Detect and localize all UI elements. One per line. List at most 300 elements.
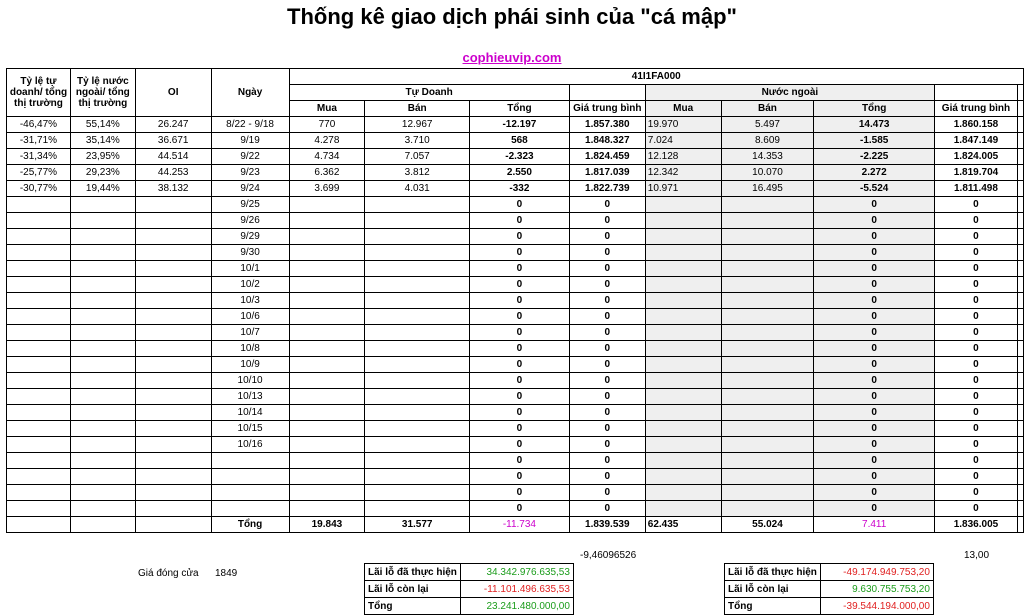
cell-nn-ban (721, 325, 814, 341)
cell-ratio-td (7, 389, 71, 405)
cell-ratio-td (7, 373, 71, 389)
summary-tu-doanh (364, 563, 574, 615)
cell-blank (1017, 197, 1023, 213)
cell-date: 10/16 (211, 437, 289, 453)
summary-nuoc-ngoai (724, 563, 934, 615)
table-row (7, 197, 1024, 213)
cell-oi: 44.514 (135, 149, 211, 165)
table-row (7, 325, 1024, 341)
cell-blank (1017, 357, 1023, 373)
cell-nn-gia: 0 (934, 293, 1017, 309)
cell-td-mua (289, 469, 365, 485)
cell-nn-gia: 1.860.158 (934, 117, 1017, 133)
cell-ratio-nn (70, 373, 135, 389)
cell-blank (1017, 309, 1023, 325)
cell-nn-mua (645, 341, 721, 357)
cell-nn-tong: -2.225 (814, 149, 935, 165)
cell-ratio-td (7, 229, 71, 245)
cell-td-tong: 0 (470, 197, 570, 213)
cell-date: 10/8 (211, 341, 289, 357)
total-blank-cell (7, 517, 71, 533)
cell-td-ban: 4.031 (365, 181, 470, 197)
cell-blank (1017, 453, 1023, 469)
cell-td-tong: 0 (470, 229, 570, 245)
cell-ratio-td (7, 405, 71, 421)
cell-nn-tong: 0 (814, 213, 935, 229)
cell-oi: 38.132 (135, 181, 211, 197)
cell-nn-mua (645, 261, 721, 277)
cell-nn-gia: 0 (934, 197, 1017, 213)
cell-date: 10/6 (211, 309, 289, 325)
stats-table (6, 68, 1024, 533)
cell-td-mua (289, 245, 365, 261)
cell-nn-ban: 5.497 (721, 117, 814, 133)
cell-oi (135, 453, 211, 469)
cell-nn-mua (645, 325, 721, 341)
cell-td-tong: -2.323 (470, 149, 570, 165)
cell-date: 9/24 (211, 181, 289, 197)
cell-td-tong: 0 (470, 405, 570, 421)
cell-blank (1017, 181, 1023, 197)
cell-td-ban (365, 213, 470, 229)
cell-td-mua (289, 197, 365, 213)
total-label: Tổng (211, 517, 289, 533)
header-ratio-nn: Tỷ lệ nước ngoài/ tổng thị trường (70, 69, 135, 117)
cell-nn-gia: 0 (934, 501, 1017, 517)
cell-nn-gia: 1.824.005 (934, 149, 1017, 165)
cell-nn-ban (721, 341, 814, 357)
cell-td-mua (289, 277, 365, 293)
cell-td-gia: 0 (569, 437, 645, 453)
cell-oi (135, 309, 211, 325)
cell-nn-mua (645, 405, 721, 421)
cell-td-gia: 0 (569, 405, 645, 421)
cell-ratio-nn (70, 421, 135, 437)
table-row (7, 277, 1024, 293)
cell-oi (135, 373, 211, 389)
cell-oi (135, 341, 211, 357)
header-blank-3 (1017, 85, 1023, 101)
cell-nn-ban: 10.070 (721, 165, 814, 181)
table-row (7, 341, 1024, 357)
table-row (7, 485, 1024, 501)
cell-nn-gia: 0 (934, 325, 1017, 341)
cell-nn-mua (645, 357, 721, 373)
header-td-tong: Tổng (470, 101, 570, 117)
cell-nn-mua (645, 469, 721, 485)
cell-nn-gia: 0 (934, 437, 1017, 453)
header-blank-1 (569, 85, 645, 101)
nn-diff-value: 13,00 (964, 550, 990, 561)
cell-td-tong: -332 (470, 181, 570, 197)
cell-blank (1017, 325, 1023, 341)
close-price-label: Giá đóng cửa (138, 568, 199, 579)
cell-td-gia: 0 (569, 421, 645, 437)
summary-row (365, 581, 574, 598)
cell-nn-ban (721, 373, 814, 389)
header-nn-gia: Giá trung bình (934, 101, 1017, 117)
cell-ratio-nn: 29,23% (70, 165, 135, 181)
cell-ratio-nn (70, 197, 135, 213)
cell-td-ban (365, 453, 470, 469)
cell-td-mua (289, 357, 365, 373)
cell-nn-ban: 14.353 (721, 149, 814, 165)
cell-td-mua (289, 373, 365, 389)
cell-oi (135, 229, 211, 245)
cell-nn-gia: 0 (934, 389, 1017, 405)
cell-td-ban (365, 421, 470, 437)
cell-nn-tong: 2.272 (814, 165, 935, 181)
cell-nn-ban (721, 229, 814, 245)
cell-date: 9/19 (211, 133, 289, 149)
total-blank-cell (1017, 517, 1023, 533)
cell-ratio-td: -25,77% (7, 165, 71, 181)
cell-td-mua (289, 421, 365, 437)
cell-nn-tong: 0 (814, 245, 935, 261)
cell-td-tong: 0 (470, 501, 570, 517)
cell-oi (135, 501, 211, 517)
cell-oi (135, 277, 211, 293)
cell-ratio-td (7, 261, 71, 277)
site-link[interactable]: cophieuvip.com (462, 50, 562, 65)
cell-blank (1017, 485, 1023, 501)
cell-ratio-nn (70, 437, 135, 453)
cell-nn-mua: 12.128 (645, 149, 721, 165)
cell-oi: 26.247 (135, 117, 211, 133)
cell-nn-ban (721, 197, 814, 213)
cell-ratio-nn (70, 485, 135, 501)
cell-date: 9/22 (211, 149, 289, 165)
cell-oi (135, 245, 211, 261)
cell-nn-gia: 0 (934, 453, 1017, 469)
cell-date: 9/29 (211, 229, 289, 245)
cell-td-mua (289, 341, 365, 357)
summary-label: Lãi lỗ còn lại (725, 581, 821, 598)
cell-blank (1017, 469, 1023, 485)
cell-nn-mua (645, 501, 721, 517)
cell-ratio-td (7, 245, 71, 261)
cell-nn-ban (721, 277, 814, 293)
cell-blank (1017, 277, 1023, 293)
cell-ratio-td: -31,34% (7, 149, 71, 165)
cell-blank (1017, 293, 1023, 309)
cell-td-ban (365, 485, 470, 501)
cell-nn-tong: 0 (814, 197, 935, 213)
cell-ratio-nn (70, 245, 135, 261)
cell-nn-gia: 0 (934, 229, 1017, 245)
cell-td-ban (365, 277, 470, 293)
cell-td-mua (289, 453, 365, 469)
cell-date: 10/14 (211, 405, 289, 421)
cell-td-gia: 1.848.327 (569, 133, 645, 149)
cell-td-mua (289, 389, 365, 405)
table-row (7, 453, 1024, 469)
cell-td-gia: 0 (569, 277, 645, 293)
cell-nn-mua (645, 373, 721, 389)
cell-td-gia: 0 (569, 373, 645, 389)
cell-nn-ban (721, 501, 814, 517)
cell-ratio-td (7, 357, 71, 373)
cell-nn-ban (721, 453, 814, 469)
cell-nn-ban (721, 405, 814, 421)
cell-ratio-td (7, 485, 71, 501)
cell-ratio-td (7, 437, 71, 453)
cell-td-gia: 0 (569, 229, 645, 245)
summary-value: -11.101.496.635,53 (460, 581, 573, 598)
cell-nn-gia: 0 (934, 341, 1017, 357)
cell-nn-mua (645, 293, 721, 309)
cell-td-gia: 0 (569, 245, 645, 261)
cell-td-gia: 0 (569, 469, 645, 485)
cell-ratio-nn (70, 309, 135, 325)
cell-td-ban (365, 469, 470, 485)
cell-ratio-td: -46,47% (7, 117, 71, 133)
cell-nn-mua: 12.342 (645, 165, 721, 181)
cell-td-tong: 0 (470, 245, 570, 261)
cell-date: 9/26 (211, 213, 289, 229)
cell-blank (1017, 437, 1023, 453)
cell-nn-gia: 1.811.498 (934, 181, 1017, 197)
cell-ratio-nn (70, 293, 135, 309)
cell-nn-mua (645, 453, 721, 469)
cell-date: 9/25 (211, 197, 289, 213)
cell-oi (135, 261, 211, 277)
cell-td-tong: 0 (470, 453, 570, 469)
cell-nn-gia: 0 (934, 309, 1017, 325)
cell-date (211, 453, 289, 469)
cell-nn-mua (645, 389, 721, 405)
cell-nn-tong: 0 (814, 405, 935, 421)
cell-td-tong: 0 (470, 325, 570, 341)
cell-td-gia: 0 (569, 501, 645, 517)
cell-nn-tong: 0 (814, 357, 935, 373)
cell-td-ban: 12.967 (365, 117, 470, 133)
cell-td-gia: 0 (569, 485, 645, 501)
cell-td-ban: 7.057 (365, 149, 470, 165)
cell-td-gia: 0 (569, 197, 645, 213)
cell-nn-mua (645, 245, 721, 261)
cell-date: 9/30 (211, 245, 289, 261)
cell-ratio-nn (70, 325, 135, 341)
cell-nn-ban (721, 437, 814, 453)
cell-ratio-td (7, 309, 71, 325)
cell-ratio-td (7, 325, 71, 341)
cell-date: 10/3 (211, 293, 289, 309)
cell-nn-tong: 0 (814, 309, 935, 325)
cell-td-gia: 0 (569, 261, 645, 277)
cell-ratio-nn: 35,14% (70, 133, 135, 149)
cell-date: 10/15 (211, 421, 289, 437)
total-td-ban: 31.577 (365, 517, 470, 533)
cell-date: 10/10 (211, 373, 289, 389)
cell-nn-gia: 0 (934, 357, 1017, 373)
table-row (7, 357, 1024, 373)
cell-nn-tong: 0 (814, 469, 935, 485)
total-blank-cell (135, 517, 211, 533)
cell-nn-ban (721, 469, 814, 485)
table-row (7, 437, 1024, 453)
cell-td-ban (365, 261, 470, 277)
cell-nn-tong: 0 (814, 485, 935, 501)
cell-td-mua (289, 261, 365, 277)
cell-td-gia: 0 (569, 357, 645, 373)
cell-ratio-nn (70, 469, 135, 485)
cell-ratio-nn (70, 277, 135, 293)
cell-date: 10/1 (211, 261, 289, 277)
cell-td-mua: 4.278 (289, 133, 365, 149)
table-row (7, 133, 1024, 149)
total-td-tong: -11.734 (470, 517, 570, 533)
cell-nn-ban: 8.609 (721, 133, 814, 149)
cell-nn-gia: 0 (934, 245, 1017, 261)
cell-oi (135, 437, 211, 453)
cell-nn-gia: 0 (934, 469, 1017, 485)
cell-ratio-nn: 55,14% (70, 117, 135, 133)
total-nn-tong: 7.411 (814, 517, 935, 533)
cell-oi (135, 293, 211, 309)
cell-ratio-td: -31,71% (7, 133, 71, 149)
cell-ratio-nn (70, 389, 135, 405)
header-blank-4 (1017, 101, 1023, 117)
cell-date (211, 485, 289, 501)
total-td-gia: 1.839.539 (569, 517, 645, 533)
cell-ratio-nn (70, 213, 135, 229)
cell-td-ban (365, 245, 470, 261)
header-date: Ngày (211, 69, 289, 117)
summary-value: 23.241.480.000,00 (460, 598, 573, 615)
cell-td-mua (289, 309, 365, 325)
cell-td-mua: 4.734 (289, 149, 365, 165)
header-nn-tong: Tổng (814, 101, 935, 117)
cell-nn-ban (721, 293, 814, 309)
cell-ratio-td (7, 453, 71, 469)
cell-td-ban: 3.812 (365, 165, 470, 181)
cell-blank (1017, 421, 1023, 437)
cell-nn-tong: -5.524 (814, 181, 935, 197)
header-blank-2 (934, 85, 1017, 101)
cell-blank (1017, 373, 1023, 389)
cell-td-mua: 3.699 (289, 181, 365, 197)
cell-td-ban (365, 229, 470, 245)
cell-td-tong: 2.550 (470, 165, 570, 181)
cell-td-tong: 0 (470, 357, 570, 373)
summary-value: 9.630.755.753,20 (820, 581, 933, 598)
cell-date (211, 469, 289, 485)
cell-td-tong: 0 (470, 389, 570, 405)
cell-td-gia: 0 (569, 453, 645, 469)
cell-oi (135, 197, 211, 213)
header-tu-doanh: Tự Doanh (289, 85, 569, 101)
cell-ratio-nn (70, 229, 135, 245)
cell-nn-gia: 0 (934, 485, 1017, 501)
cell-nn-ban (721, 357, 814, 373)
close-price-value: 1849 (215, 568, 238, 579)
cell-td-gia: 1.824.459 (569, 149, 645, 165)
cell-td-ban (365, 325, 470, 341)
cell-blank (1017, 213, 1023, 229)
cell-nn-ban (721, 309, 814, 325)
cell-td-tong: 568 (470, 133, 570, 149)
summary-label: Tổng (365, 598, 461, 615)
summary-value: 34.342.976.635,53 (460, 564, 573, 581)
cell-oi (135, 405, 211, 421)
summary-row (365, 598, 574, 615)
cell-nn-tong: 0 (814, 373, 935, 389)
cell-nn-gia: 0 (934, 405, 1017, 421)
cell-oi (135, 421, 211, 437)
table-row (7, 229, 1024, 245)
cell-td-tong: -12.197 (470, 117, 570, 133)
summary-row (365, 564, 574, 581)
cell-oi (135, 485, 211, 501)
cell-nn-gia: 0 (934, 421, 1017, 437)
cell-date (211, 501, 289, 517)
cell-td-mua: 770 (289, 117, 365, 133)
summary-label: Lãi lỗ còn lại (365, 581, 461, 598)
summary-value: -49.174.949.753,20 (820, 564, 933, 581)
cell-ratio-nn: 23,95% (70, 149, 135, 165)
cell-nn-mua: 19.970 (645, 117, 721, 133)
cell-nn-mua (645, 485, 721, 501)
cell-td-mua: 6.362 (289, 165, 365, 181)
cell-nn-tong: 0 (814, 341, 935, 357)
cell-blank (1017, 405, 1023, 421)
header-oi: OI (135, 69, 211, 117)
cell-td-tong: 0 (470, 213, 570, 229)
cell-td-mua (289, 229, 365, 245)
total-nn-mua: 62.435 (645, 517, 721, 533)
cell-nn-ban (721, 485, 814, 501)
cell-td-gia: 0 (569, 293, 645, 309)
cell-ratio-nn: 19,44% (70, 181, 135, 197)
cell-td-gia: 0 (569, 325, 645, 341)
total-blank-cell (70, 517, 135, 533)
cell-td-tong: 0 (470, 373, 570, 389)
table-row (7, 245, 1024, 261)
cell-td-gia: 0 (569, 389, 645, 405)
cell-nn-ban (721, 245, 814, 261)
cell-oi (135, 325, 211, 341)
cell-nn-tong: 0 (814, 437, 935, 453)
cell-td-gia: 0 (569, 213, 645, 229)
cell-ratio-nn (70, 261, 135, 277)
cell-td-gia: 0 (569, 309, 645, 325)
cell-oi (135, 213, 211, 229)
cell-blank (1017, 341, 1023, 357)
cell-td-ban (365, 373, 470, 389)
cell-nn-tong: 0 (814, 453, 935, 469)
cell-td-ban (365, 437, 470, 453)
header-contract: 41I1FA000 (289, 69, 1023, 85)
cell-nn-gia: 1.847.149 (934, 133, 1017, 149)
cell-oi: 36.671 (135, 133, 211, 149)
table-row (7, 405, 1024, 421)
cell-ratio-nn (70, 453, 135, 469)
cell-ratio-td (7, 293, 71, 309)
cell-td-tong: 0 (470, 485, 570, 501)
cell-td-ban (365, 357, 470, 373)
cell-td-gia: 0 (569, 341, 645, 357)
cell-ratio-nn (70, 405, 135, 421)
cell-td-ban (365, 309, 470, 325)
cell-ratio-td: -30,77% (7, 181, 71, 197)
cell-ratio-td (7, 469, 71, 485)
header-td-ban: Bán (365, 101, 470, 117)
total-nn-gia: 1.836.005 (934, 517, 1017, 533)
cell-td-gia: 1.817.039 (569, 165, 645, 181)
total-row (7, 517, 1024, 533)
cell-nn-tong: 0 (814, 277, 935, 293)
